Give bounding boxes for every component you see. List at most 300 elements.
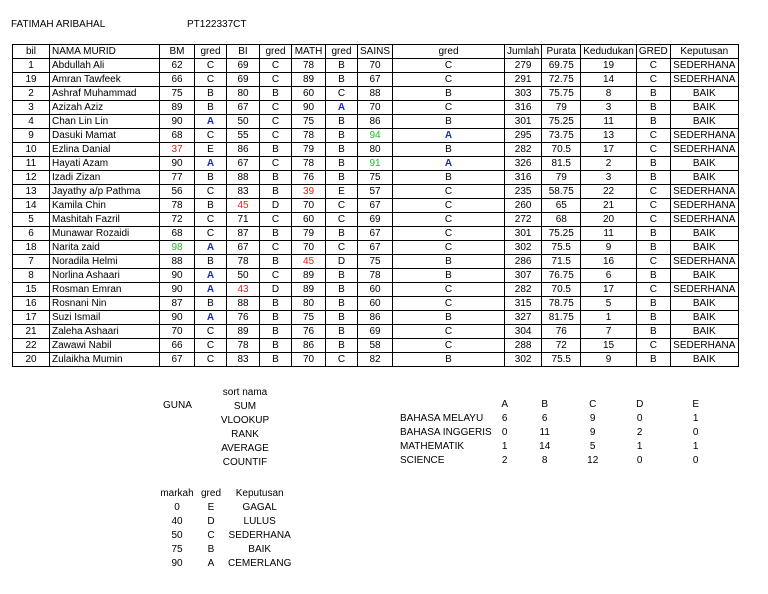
table-cell[interactable]: Norlina Ashaari xyxy=(50,269,160,283)
table-cell[interactable]: C xyxy=(326,199,358,213)
table-cell[interactable]: 75.5 xyxy=(542,353,581,367)
table-cell[interactable]: 56 xyxy=(160,185,195,199)
table-cell[interactable]: 89 xyxy=(292,73,326,87)
table-cell[interactable]: 58.75 xyxy=(542,185,581,199)
table-cell[interactable]: 20 xyxy=(13,353,50,367)
table-cell[interactable]: 88 xyxy=(358,87,393,101)
table-cell[interactable]: SEDERHANA xyxy=(670,129,738,143)
table-cell[interactable]: SEDERHANA xyxy=(670,199,738,213)
table-cell[interactable]: 14 xyxy=(13,199,50,213)
table-cell[interactable]: 10 xyxy=(13,143,50,157)
table-cell[interactable]: 295 xyxy=(505,129,542,143)
table-cell[interactable]: 87 xyxy=(160,297,195,311)
table-cell[interactable]: Suzi Ismail xyxy=(50,311,160,325)
table-cell[interactable]: 88 xyxy=(160,255,195,269)
table-cell[interactable]: Munawar Rozaidi xyxy=(50,227,160,241)
table-cell[interactable]: B xyxy=(636,87,670,101)
table-cell[interactable]: C xyxy=(260,101,292,115)
table-cell[interactable]: Chan Lin Lin xyxy=(50,115,160,129)
col-header[interactable]: Kedudukan xyxy=(581,45,637,59)
table-cell[interactable]: 70 xyxy=(292,199,326,213)
table-cell[interactable]: 21 xyxy=(581,199,637,213)
table-cell[interactable]: BAIK xyxy=(670,227,738,241)
table-cell[interactable]: 73.75 xyxy=(542,129,581,143)
table-cell[interactable]: 2 xyxy=(581,157,637,171)
table-cell[interactable]: 303 xyxy=(505,87,542,101)
table-cell[interactable]: 78 xyxy=(227,255,260,269)
table-cell[interactable]: C xyxy=(636,339,670,353)
table-cell[interactable]: C xyxy=(636,199,670,213)
table-cell[interactable]: 87 xyxy=(227,227,260,241)
table-cell[interactable]: Noradila Helmi xyxy=(50,255,160,269)
table-cell[interactable]: Narita zaid xyxy=(50,241,160,255)
table-cell[interactable]: 3 xyxy=(581,171,637,185)
table-cell[interactable]: B xyxy=(636,325,670,339)
table-cell[interactable]: B xyxy=(195,297,227,311)
table-cell[interactable]: 70 xyxy=(160,325,195,339)
table-cell[interactable]: 70.5 xyxy=(542,283,581,297)
table-cell[interactable]: 78.75 xyxy=(542,297,581,311)
table-cell[interactable]: 301 xyxy=(505,227,542,241)
table-cell[interactable]: C xyxy=(195,73,227,87)
table-cell[interactable]: 62 xyxy=(160,59,195,73)
table-cell[interactable]: Dasuki Mamat xyxy=(50,129,160,143)
table-cell[interactable]: E xyxy=(326,185,358,199)
table-cell[interactable]: B xyxy=(326,73,358,87)
table-cell[interactable]: Jayathy a/p Pathma xyxy=(50,185,160,199)
table-cell[interactable]: B xyxy=(326,325,358,339)
table-cell[interactable]: 2 xyxy=(13,87,50,101)
col-header[interactable]: gred xyxy=(260,45,292,59)
table-cell[interactable]: C xyxy=(260,73,292,87)
table-cell[interactable]: 37 xyxy=(160,143,195,157)
table-cell[interactable]: 75 xyxy=(358,171,393,185)
table-cell[interactable]: 70 xyxy=(358,59,393,73)
table-cell[interactable]: 78 xyxy=(227,339,260,353)
table-cell[interactable]: 89 xyxy=(292,283,326,297)
table-cell[interactable]: 57 xyxy=(358,185,393,199)
table-cell[interactable]: C xyxy=(195,213,227,227)
table-cell[interactable]: 326 xyxy=(505,157,542,171)
table-cell[interactable]: SEDERHANA xyxy=(670,255,738,269)
table-cell[interactable]: B xyxy=(260,185,292,199)
table-cell[interactable]: B xyxy=(195,255,227,269)
table-cell[interactable]: B xyxy=(326,157,358,171)
table-cell[interactable]: 67 xyxy=(160,353,195,367)
table-cell[interactable]: C xyxy=(195,227,227,241)
table-cell[interactable]: Zaleha Ashaari xyxy=(50,325,160,339)
table-cell[interactable]: A xyxy=(326,101,358,115)
table-cell[interactable]: 291 xyxy=(505,73,542,87)
table-cell[interactable]: C xyxy=(636,73,670,87)
table-cell[interactable]: 282 xyxy=(505,283,542,297)
table-cell[interactable]: 66 xyxy=(160,73,195,87)
table-cell[interactable]: 8 xyxy=(13,269,50,283)
table-cell[interactable]: C xyxy=(393,227,505,241)
table-cell[interactable]: 78 xyxy=(292,59,326,73)
table-cell[interactable]: 66 xyxy=(160,339,195,353)
table-cell[interactable]: C xyxy=(393,213,505,227)
table-cell[interactable]: B xyxy=(195,171,227,185)
table-cell[interactable]: C xyxy=(195,339,227,353)
table-cell[interactable]: 50 xyxy=(227,115,260,129)
table-cell[interactable]: C xyxy=(393,283,505,297)
table-cell[interactable]: Azizah Aziz xyxy=(50,101,160,115)
table-cell[interactable]: 75.25 xyxy=(542,227,581,241)
table-cell[interactable]: 88 xyxy=(227,297,260,311)
table-cell[interactable]: 98 xyxy=(160,241,195,255)
table-cell[interactable]: Zulaikha Mumin xyxy=(50,353,160,367)
table-cell[interactable]: B xyxy=(195,199,227,213)
table-cell[interactable]: A xyxy=(195,311,227,325)
table-cell[interactable]: 72 xyxy=(542,339,581,353)
table-cell[interactable]: SEDERHANA xyxy=(670,213,738,227)
table-cell[interactable]: 55 xyxy=(227,129,260,143)
table-cell[interactable]: B xyxy=(393,171,505,185)
table-cell[interactable]: BAIK xyxy=(670,311,738,325)
table-cell[interactable]: 272 xyxy=(505,213,542,227)
table-cell[interactable]: 89 xyxy=(227,325,260,339)
table-cell[interactable]: 71 xyxy=(227,213,260,227)
table-cell[interactable]: C xyxy=(636,255,670,269)
col-header[interactable]: BI xyxy=(227,45,260,59)
table-cell[interactable]: 22 xyxy=(581,185,637,199)
table-cell[interactable]: 78 xyxy=(292,129,326,143)
table-cell[interactable]: SEDERHANA xyxy=(670,185,738,199)
col-header[interactable]: Keputusan xyxy=(670,45,738,59)
table-cell[interactable]: 6 xyxy=(581,269,637,283)
table-cell[interactable]: 5 xyxy=(581,297,637,311)
table-cell[interactable]: 69 xyxy=(227,59,260,73)
table-cell[interactable]: 79 xyxy=(292,227,326,241)
table-cell[interactable]: BAIK xyxy=(670,297,738,311)
table-cell[interactable]: 3 xyxy=(581,101,637,115)
table-cell[interactable]: 43 xyxy=(227,283,260,297)
table-cell[interactable]: 81.75 xyxy=(542,311,581,325)
table-cell[interactable]: 282 xyxy=(505,143,542,157)
col-header[interactable]: gred xyxy=(393,45,505,59)
table-cell[interactable]: B xyxy=(393,143,505,157)
table-cell[interactable]: B xyxy=(260,297,292,311)
table-cell[interactable]: Ashraf Muhammad xyxy=(50,87,160,101)
table-cell[interactable]: 39 xyxy=(292,185,326,199)
table-cell[interactable]: 90 xyxy=(292,101,326,115)
table-cell[interactable]: B xyxy=(260,87,292,101)
table-cell[interactable]: C xyxy=(393,325,505,339)
table-cell[interactable]: 19 xyxy=(13,73,50,87)
table-cell[interactable]: 80 xyxy=(358,143,393,157)
table-cell[interactable]: 18 xyxy=(13,241,50,255)
table-cell[interactable]: Rosman Emran xyxy=(50,283,160,297)
table-cell[interactable]: C xyxy=(636,185,670,199)
table-cell[interactable]: 286 xyxy=(505,255,542,269)
table-cell[interactable]: 3 xyxy=(13,101,50,115)
table-cell[interactable]: 8 xyxy=(581,87,637,101)
table-cell[interactable]: B xyxy=(636,311,670,325)
table-cell[interactable]: 315 xyxy=(505,297,542,311)
table-cell[interactable]: C xyxy=(393,241,505,255)
table-cell[interactable]: 11 xyxy=(581,115,637,129)
col-header[interactable]: Jumlah xyxy=(505,45,542,59)
table-cell[interactable]: 75 xyxy=(292,115,326,129)
table-cell[interactable]: 60 xyxy=(292,87,326,101)
table-cell[interactable]: B xyxy=(326,59,358,73)
table-cell[interactable]: 14 xyxy=(581,73,637,87)
table-cell[interactable]: C xyxy=(195,185,227,199)
table-cell[interactable]: 82 xyxy=(358,353,393,367)
table-cell[interactable]: 86 xyxy=(292,339,326,353)
table-cell[interactable]: C xyxy=(326,213,358,227)
table-cell[interactable]: 76.75 xyxy=(542,269,581,283)
table-cell[interactable]: 9 xyxy=(581,353,637,367)
table-cell[interactable]: B xyxy=(326,115,358,129)
table-cell[interactable]: 89 xyxy=(160,101,195,115)
table-cell[interactable]: B xyxy=(326,171,358,185)
table-cell[interactable]: B xyxy=(636,157,670,171)
table-cell[interactable]: C xyxy=(260,115,292,129)
table-cell[interactable]: BAIK xyxy=(670,101,738,115)
table-cell[interactable]: 60 xyxy=(358,297,393,311)
table-cell[interactable]: B xyxy=(260,353,292,367)
table-cell[interactable]: B xyxy=(326,311,358,325)
table-cell[interactable]: B xyxy=(260,325,292,339)
table-cell[interactable]: 13 xyxy=(581,129,637,143)
table-cell[interactable]: 304 xyxy=(505,325,542,339)
table-cell[interactable]: B xyxy=(636,297,670,311)
table-cell[interactable]: C xyxy=(636,59,670,73)
table-cell[interactable]: B xyxy=(195,87,227,101)
table-cell[interactable]: 68 xyxy=(160,227,195,241)
table-cell[interactable]: 45 xyxy=(227,199,260,213)
table-cell[interactable]: B xyxy=(636,171,670,185)
table-cell[interactable]: 67 xyxy=(227,101,260,115)
table-cell[interactable]: 16 xyxy=(581,255,637,269)
table-cell[interactable]: BAIK xyxy=(670,115,738,129)
table-cell[interactable]: B xyxy=(393,115,505,129)
table-cell[interactable]: C xyxy=(393,199,505,213)
table-cell[interactable]: 75.25 xyxy=(542,115,581,129)
table-cell[interactable]: 69 xyxy=(358,213,393,227)
table-cell[interactable]: C xyxy=(326,241,358,255)
table-cell[interactable]: C xyxy=(195,325,227,339)
table-cell[interactable]: Hayati Azam xyxy=(50,157,160,171)
table-cell[interactable]: B xyxy=(636,353,670,367)
table-cell[interactable]: SEDERHANA xyxy=(670,339,738,353)
table-cell[interactable]: 90 xyxy=(160,115,195,129)
table-cell[interactable]: 68 xyxy=(542,213,581,227)
table-cell[interactable]: 90 xyxy=(160,157,195,171)
table-cell[interactable]: 45 xyxy=(292,255,326,269)
table-cell[interactable]: B xyxy=(260,255,292,269)
table-cell[interactable]: 6 xyxy=(13,227,50,241)
table-cell[interactable]: 78 xyxy=(358,269,393,283)
col-header[interactable]: GRED xyxy=(636,45,670,59)
table-cell[interactable]: BAIK xyxy=(670,325,738,339)
table-cell[interactable]: E xyxy=(195,143,227,157)
table-cell[interactable]: Izadi Zizan xyxy=(50,171,160,185)
table-cell[interactable]: 316 xyxy=(505,101,542,115)
table-cell[interactable]: A xyxy=(195,115,227,129)
table-cell[interactable]: 94 xyxy=(358,129,393,143)
table-cell[interactable]: C xyxy=(393,59,505,73)
table-cell[interactable]: B xyxy=(326,339,358,353)
table-cell[interactable]: 83 xyxy=(227,185,260,199)
table-cell[interactable]: 76 xyxy=(292,171,326,185)
table-cell[interactable]: 20 xyxy=(581,213,637,227)
table-cell[interactable]: 75.5 xyxy=(542,241,581,255)
table-cell[interactable]: 72.75 xyxy=(542,73,581,87)
table-cell[interactable]: 17 xyxy=(581,283,637,297)
col-header[interactable]: gred xyxy=(195,45,227,59)
table-cell[interactable]: 75 xyxy=(358,255,393,269)
table-cell[interactable]: 70 xyxy=(292,241,326,255)
table-cell[interactable]: B xyxy=(326,297,358,311)
table-cell[interactable]: 69.75 xyxy=(542,59,581,73)
table-cell[interactable]: 260 xyxy=(505,199,542,213)
table-cell[interactable]: BAIK xyxy=(670,353,738,367)
table-cell[interactable]: B xyxy=(636,101,670,115)
table-cell[interactable]: B xyxy=(326,143,358,157)
table-cell[interactable]: 78 xyxy=(292,157,326,171)
table-cell[interactable]: A xyxy=(195,269,227,283)
table-cell[interactable]: 90 xyxy=(160,269,195,283)
table-cell[interactable]: B xyxy=(393,255,505,269)
table-cell[interactable]: SEDERHANA xyxy=(670,73,738,87)
table-cell[interactable]: 16 xyxy=(13,297,50,311)
table-cell[interactable]: Kamila Chin xyxy=(50,199,160,213)
table-cell[interactable]: 11 xyxy=(13,157,50,171)
table-cell[interactable]: 68 xyxy=(160,129,195,143)
table-cell[interactable]: B xyxy=(393,87,505,101)
table-cell[interactable]: 21 xyxy=(13,325,50,339)
col-header[interactable]: MATH xyxy=(292,45,326,59)
table-cell[interactable]: 67 xyxy=(227,157,260,171)
table-cell[interactable]: 1 xyxy=(13,59,50,73)
table-cell[interactable]: 17 xyxy=(13,311,50,325)
table-cell[interactable]: 83 xyxy=(227,353,260,367)
table-cell[interactable]: D xyxy=(260,199,292,213)
table-cell[interactable]: C xyxy=(636,283,670,297)
col-header[interactable]: Purata xyxy=(542,45,581,59)
table-cell[interactable]: Amran Tawfeek xyxy=(50,73,160,87)
table-cell[interactable]: C xyxy=(260,241,292,255)
table-cell[interactable]: 12 xyxy=(13,171,50,185)
table-cell[interactable]: B xyxy=(393,311,505,325)
table-cell[interactable]: 302 xyxy=(505,241,542,255)
table-cell[interactable]: 86 xyxy=(358,311,393,325)
table-cell[interactable]: 22 xyxy=(13,339,50,353)
table-cell[interactable]: Rosnani Nin xyxy=(50,297,160,311)
table-cell[interactable]: 67 xyxy=(227,241,260,255)
table-cell[interactable]: 60 xyxy=(358,283,393,297)
table-cell[interactable]: 50 xyxy=(227,269,260,283)
table-cell[interactable]: A xyxy=(195,283,227,297)
table-cell[interactable]: 65 xyxy=(542,199,581,213)
table-cell[interactable]: 5 xyxy=(13,213,50,227)
table-cell[interactable]: C xyxy=(195,353,227,367)
table-cell[interactable]: 19 xyxy=(581,59,637,73)
table-cell[interactable]: C xyxy=(636,129,670,143)
table-cell[interactable]: 279 xyxy=(505,59,542,73)
table-cell[interactable]: C xyxy=(260,129,292,143)
table-cell[interactable]: BAIK xyxy=(670,269,738,283)
table-cell[interactable]: A xyxy=(393,157,505,171)
table-cell[interactable]: 90 xyxy=(160,311,195,325)
col-header[interactable]: SAINS xyxy=(358,45,393,59)
table-cell[interactable]: 288 xyxy=(505,339,542,353)
table-cell[interactable]: 7 xyxy=(13,255,50,269)
table-cell[interactable]: 75 xyxy=(160,87,195,101)
table-cell[interactable]: 78 xyxy=(160,199,195,213)
table-cell[interactable]: Abdullah Ali xyxy=(50,59,160,73)
table-cell[interactable]: B xyxy=(393,269,505,283)
table-cell[interactable]: C xyxy=(393,339,505,353)
table-cell[interactable]: 17 xyxy=(581,143,637,157)
table-cell[interactable]: 88 xyxy=(227,171,260,185)
table-cell[interactable]: D xyxy=(326,255,358,269)
table-cell[interactable]: 15 xyxy=(13,283,50,297)
table-cell[interactable]: 75 xyxy=(292,311,326,325)
table-cell[interactable]: 69 xyxy=(358,325,393,339)
table-cell[interactable]: 307 xyxy=(505,269,542,283)
table-cell[interactable]: 76 xyxy=(542,325,581,339)
col-header[interactable]: bil xyxy=(13,45,50,59)
table-cell[interactable]: 4 xyxy=(13,115,50,129)
table-cell[interactable]: 67 xyxy=(358,199,393,213)
table-cell[interactable]: 89 xyxy=(292,269,326,283)
table-cell[interactable]: 15 xyxy=(581,339,637,353)
table-cell[interactable]: Mashitah Fazril xyxy=(50,213,160,227)
table-cell[interactable]: 11 xyxy=(581,227,637,241)
table-cell[interactable]: Ezlina Danial xyxy=(50,143,160,157)
table-cell[interactable]: 79 xyxy=(542,101,581,115)
table-cell[interactable]: BAIK xyxy=(670,241,738,255)
table-cell[interactable]: 79 xyxy=(542,171,581,185)
table-cell[interactable]: B xyxy=(636,241,670,255)
table-cell[interactable]: 90 xyxy=(160,283,195,297)
table-cell[interactable]: 70.5 xyxy=(542,143,581,157)
table-cell[interactable]: SEDERHANA xyxy=(670,59,738,73)
table-cell[interactable]: 80 xyxy=(292,297,326,311)
table-cell[interactable]: C xyxy=(636,143,670,157)
table-cell[interactable]: C xyxy=(326,87,358,101)
table-cell[interactable]: B xyxy=(195,101,227,115)
table-cell[interactable]: C xyxy=(195,59,227,73)
table-cell[interactable]: C xyxy=(260,157,292,171)
table-cell[interactable]: 302 xyxy=(505,353,542,367)
table-cell[interactable]: D xyxy=(260,283,292,297)
table-cell[interactable]: 13 xyxy=(13,185,50,199)
table-cell[interactable]: 71.5 xyxy=(542,255,581,269)
table-cell[interactable]: 76 xyxy=(292,325,326,339)
table-cell[interactable]: 58 xyxy=(358,339,393,353)
table-cell[interactable]: B xyxy=(260,227,292,241)
table-cell[interactable]: C xyxy=(393,73,505,87)
table-cell[interactable]: SEDERHANA xyxy=(670,283,738,297)
table-cell[interactable]: B xyxy=(326,269,358,283)
table-cell[interactable]: 86 xyxy=(358,115,393,129)
table-cell[interactable]: BAIK xyxy=(670,171,738,185)
table-cell[interactable]: B xyxy=(326,129,358,143)
table-cell[interactable]: B xyxy=(260,171,292,185)
table-cell[interactable]: C xyxy=(260,269,292,283)
col-header[interactable]: gred xyxy=(326,45,358,59)
table-cell[interactable]: B xyxy=(260,311,292,325)
col-header[interactable]: BM xyxy=(160,45,195,59)
table-cell[interactable]: 9 xyxy=(581,241,637,255)
table-cell[interactable]: B xyxy=(260,143,292,157)
table-cell[interactable]: C xyxy=(326,353,358,367)
